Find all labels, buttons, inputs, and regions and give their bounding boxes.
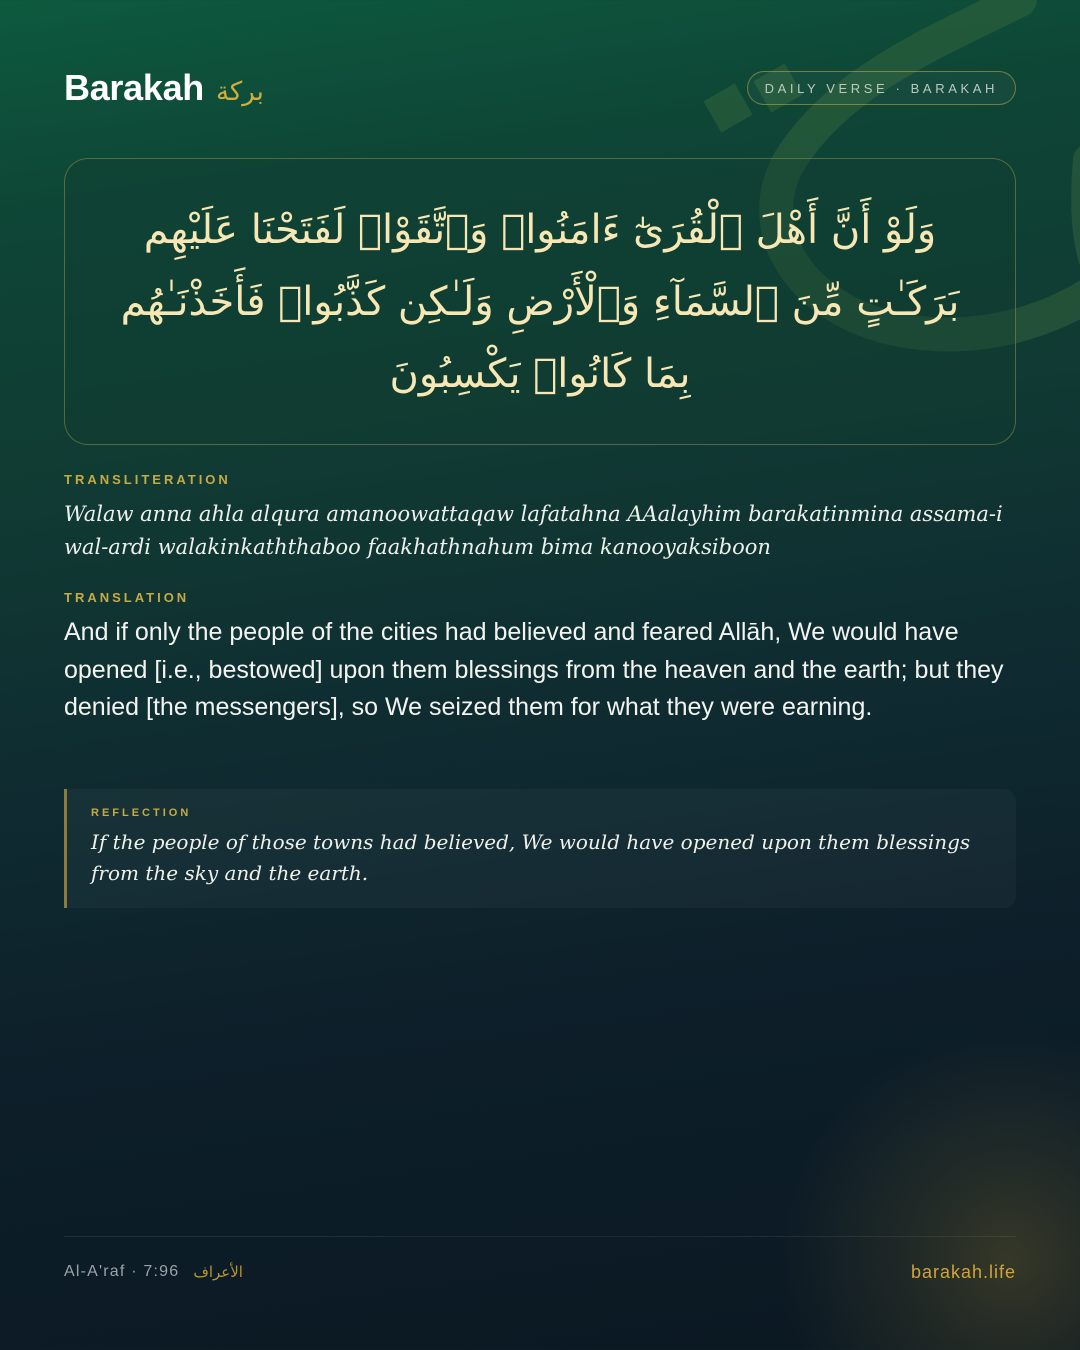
brand-logo[interactable] xyxy=(64,67,264,109)
translation-text: And if only the people of the cities had believed and feared Allāh, We would have opened [i.e., bestowed] upon them blessings from the heaven and the earth; but they denied [the messengers], so We seized them for what they were earning. xyxy=(64,618,1004,721)
verse-reference-text: Al-A'raf · 7:96 xyxy=(64,1263,180,1280)
reflection-text: If the people of those towns had believed, We would have opened upon them blessings from the sky and the earth. xyxy=(91,830,971,885)
header xyxy=(64,66,1016,110)
brand-arabic: بركة xyxy=(215,77,264,107)
surah-name-arabic: الأعراف xyxy=(193,1263,243,1281)
translation-label: TRANSLATION xyxy=(64,590,190,605)
brand-name: Barakah xyxy=(64,67,204,108)
daily-verse-badge: DAILY VERSE · BARAKAH xyxy=(747,71,1016,105)
transliteration-text: Walaw anna ahla alqura amanoowattaqaw lafatahna AAalayhim barakatinmina assama-i wal-ardi walakinkaththaboo faakhathnahum bima kanooyaksiboon xyxy=(64,502,1003,559)
transliteration-label: TRANSLITERATION xyxy=(64,472,231,487)
verse-reference xyxy=(64,1263,243,1281)
footer-divider xyxy=(64,1236,1016,1237)
website-link[interactable]: barakah.life xyxy=(910,1261,1016,1282)
arabic-verse-card xyxy=(64,158,1016,445)
arabic-verse-text: وَلَوْ أَنَّ أَهْلَ ٱلْقُرَىٰٓ ءَامَنُوا۟ وَٱتَّقَوْا۟ لَفَتَحْنَا عَلَيْهِم بَرَكَـٰتٍ مِّنَ ٱلسَّمَآءِ وَٱلْأَرْضِ وَلَـٰكِن كَذَّبُوا۟ فَأَخَذْنَـٰهُم بِمَا كَانُوا۟ يَكْسِبُونَ xyxy=(120,206,960,397)
footer xyxy=(64,1258,1016,1286)
reflection-label: REFLECTION xyxy=(91,807,192,819)
reflection-block xyxy=(64,789,1016,908)
